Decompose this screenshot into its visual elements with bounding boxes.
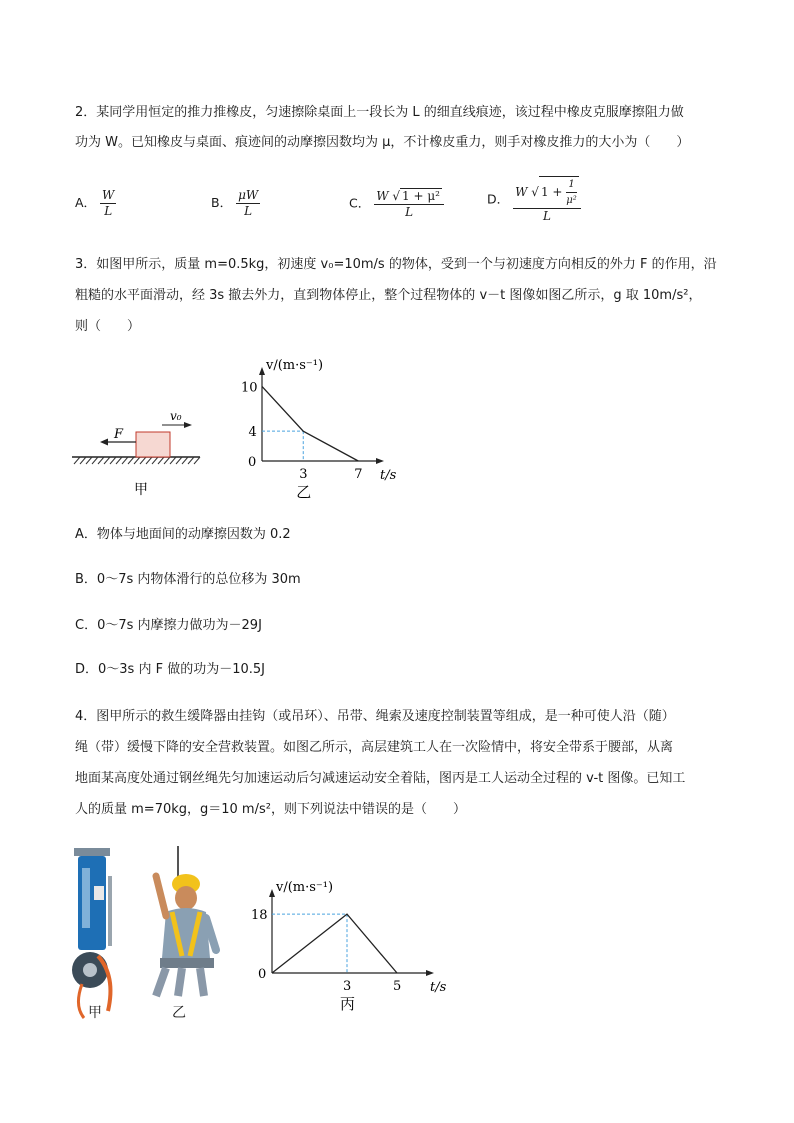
option-label: C． (349, 195, 371, 211)
q4-line-3: 地面某高度处通过钢丝绳先匀加速运动后匀减速运动安全着陆，图丙是工人运动全过程的 v-t 图像。已知工 (75, 771, 686, 786)
origin-label: 0 (258, 967, 267, 982)
force-arrowhead (100, 439, 108, 446)
descender-rod (108, 876, 112, 946)
velocity-label: v₀ (170, 409, 182, 423)
x-axis-arrow (376, 458, 384, 464)
y-axis-label: v/(m·s⁻¹) (266, 358, 324, 373)
y-tick-label: 18 (251, 908, 268, 924)
block (136, 432, 170, 457)
legs (156, 968, 204, 996)
numerator: W √ 1 + μ² (374, 188, 444, 205)
x-tick-label: 7 (354, 467, 363, 482)
inner-numerator: 1 (566, 177, 577, 193)
numerator-w: W (515, 185, 528, 199)
radicand: 1 + μ² (402, 189, 440, 203)
q4-chart-bing (250, 862, 447, 1022)
q2-line-1: 2．某同学用恒定的推力推橡皮，匀速擦除桌面上一段长为 L 的细直线痕迹，该过程中橡皮克服摩擦阻力做 (75, 105, 684, 120)
q3-line-3: 则（ ） (75, 319, 141, 334)
numerator: μW (238, 188, 259, 202)
q4-figure-yi-worker (142, 846, 228, 1002)
x-tick-label: 5 (393, 979, 402, 994)
q3-line-2: 粗糙的水平面滑动，经 3s 撤去外力，直到物体停止，整个过程物体的 v－t 图像如图乙所示，g 取 10m/s²， (75, 288, 702, 303)
q2-option-c[interactable] (349, 188, 444, 220)
y-tick-label: 4 (248, 425, 257, 441)
fraction (513, 176, 581, 224)
denominator: L (244, 204, 253, 218)
denominator: L (104, 204, 113, 218)
series-line (262, 386, 358, 461)
q2-option-b[interactable] (211, 188, 260, 219)
q3-option-c[interactable]: C．0～7s 内摩擦力做功为－29J (75, 618, 262, 633)
descender-label (94, 886, 104, 900)
q3-line-1: 3．如图甲所示，质量 m=0.5kg，初速度 v₀=10m/s 的物体，受到一个与初速度方向相反的外力 F 的作用，沿 (75, 257, 717, 272)
velocity-arrowhead (184, 422, 192, 428)
raised-arm (156, 876, 166, 916)
inner-fraction (566, 177, 577, 208)
numerator-w: W (376, 189, 389, 203)
fraction (236, 188, 260, 219)
figure-label: 乙 (296, 483, 312, 501)
q2-line-2: 功为 W。已知橡皮与桌面、痕迹间的动摩擦因数均为 μ，不计橡皮重力，则手对橡皮推力的大小为（ ） (75, 135, 690, 150)
descender-strap-2 (78, 984, 84, 1018)
force-label: F (114, 427, 124, 442)
q4-line-4: 人的质量 m=70kg，g＝10 m/s²，则下列说法中错误的是（ ） (75, 802, 466, 817)
descender-hub (83, 963, 97, 977)
q4-figure-jia-label: 甲 (88, 1005, 102, 1021)
x-axis-label: t/s (380, 468, 397, 483)
radicand (539, 176, 579, 208)
q2-option-d[interactable] (487, 176, 581, 224)
fraction (100, 188, 116, 219)
denominator: L (405, 205, 414, 219)
origin-label: 0 (248, 455, 257, 470)
fraction (374, 188, 444, 220)
q2-option-a[interactable] (75, 188, 116, 219)
denominator: L (542, 209, 551, 223)
q4-figure-jia-descender (68, 846, 130, 1024)
x-axis-label: t/s (430, 980, 447, 995)
figure-label: 丙 (340, 995, 356, 1013)
y-axis-arrow (269, 889, 275, 897)
x-tick-label: 3 (343, 979, 352, 994)
y-tick-label: 10 (241, 380, 258, 396)
q4-figure-yi-label: 乙 (172, 1005, 186, 1021)
head (175, 886, 197, 910)
numerator: W (102, 188, 115, 202)
x-tick-label: 3 (299, 467, 308, 482)
seat (160, 958, 214, 968)
option-label: B． (211, 195, 233, 210)
q3-figure-jia (66, 398, 206, 498)
descender-highlight (82, 868, 90, 928)
y-axis-label: v/(m·s⁻¹) (276, 880, 334, 895)
x-axis-arrow (426, 970, 434, 976)
radicand-one: 1 + (540, 185, 563, 199)
numerator: W √ 1 + $\frac{1}{\text{μ²}}$ (513, 176, 581, 209)
ground-hatch (74, 457, 200, 464)
q4-line-1: 4．图甲所示的救生缓降器由挂钩（或吊环）、吊带、绳索及速度控制装置等组成，是一种可使人沿（随） (75, 709, 675, 724)
descender-top-cap (74, 848, 110, 856)
inner-denominator: μ² (566, 195, 577, 206)
y-axis-arrow (259, 367, 265, 375)
q4-line-2: 绳（带）缓慢下降的安全营救装置。如图乙所示，高层建筑工人在一次险情中，将安全带系于腰部，从离 (75, 740, 674, 755)
option-label: D． (487, 191, 510, 207)
series-line (272, 914, 397, 973)
q3-option-d[interactable]: D．0～3s 内 F 做的功为－10.5J (75, 662, 265, 677)
option-label: A． (75, 195, 97, 210)
q3-chart-yi (232, 356, 402, 501)
q3-option-a[interactable]: A．物体与地面间的动摩擦因数为 0.2 (75, 527, 291, 542)
figure-label: 甲 (134, 482, 148, 498)
q3-option-b[interactable]: B．0～7s 内物体滑行的总位移为 30m (75, 572, 301, 587)
